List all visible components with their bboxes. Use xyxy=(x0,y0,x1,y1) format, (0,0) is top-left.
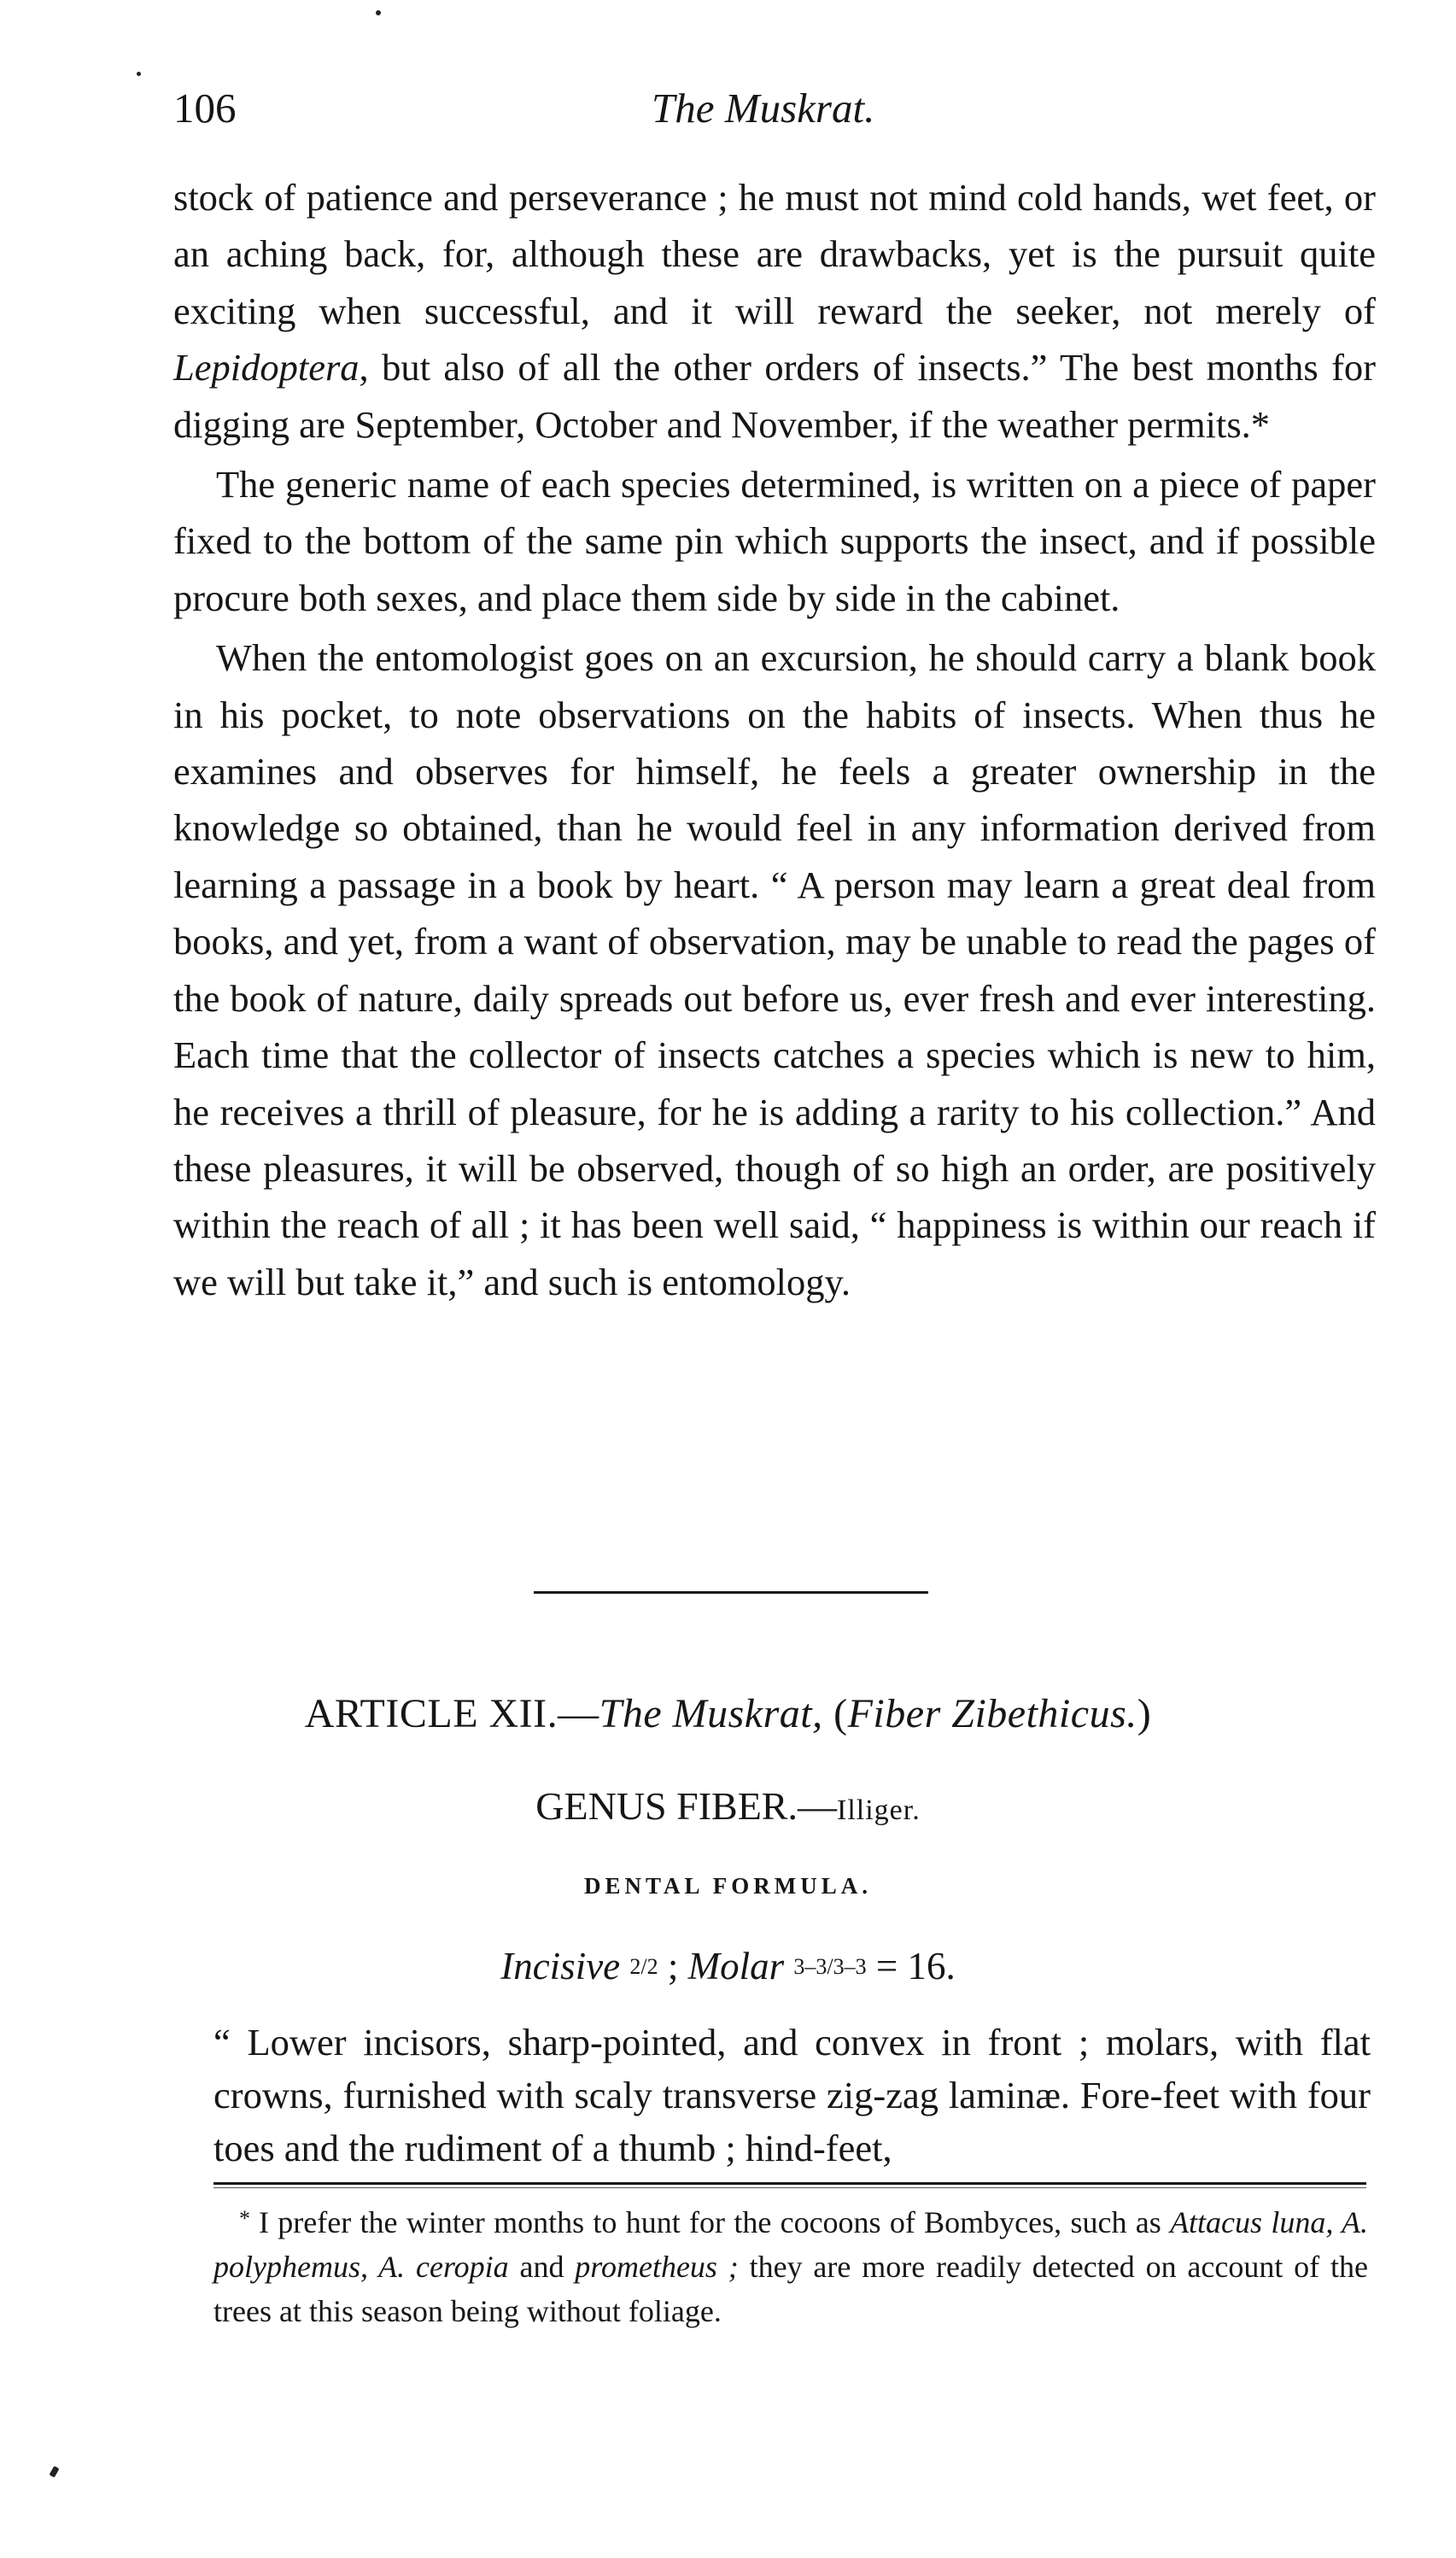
footnote-rule xyxy=(213,2182,1366,2185)
body-text xyxy=(173,169,1376,1310)
dental-formula xyxy=(0,1939,1456,1994)
text-run: I prefer the winter months to hunt for the cocoons of Bombyces, such as xyxy=(259,2205,1171,2239)
italic-run: prometheus ; xyxy=(575,2250,739,2284)
footnote xyxy=(213,2197,1368,2333)
genus-heading xyxy=(0,1779,1456,1838)
molar-label: Molar xyxy=(687,1945,785,1987)
page-number: 106 xyxy=(173,85,237,132)
genus-label: GENUS FIBER.— xyxy=(535,1784,837,1828)
genus-description xyxy=(213,2016,1371,2175)
genus-authority: Illiger. xyxy=(837,1794,921,1826)
article-label: ARTICLE XII.— xyxy=(304,1691,599,1736)
footnote-paragraph xyxy=(213,2197,1368,2333)
quote-paragraph: “ Lower incisors, sharp-pointed, and convex in front ; molars, with flat crowns, furnished with scaly transverse zig-zag laminæ. Fore-feet with four toes and the rudiment of a thumb ; hind-feet, xyxy=(213,2021,1371,2169)
article-heading xyxy=(0,1687,1456,1741)
molar-value: 3–3/3–3 xyxy=(793,1954,867,1979)
footnote-mark: * xyxy=(239,2206,250,2231)
footnote-rule-thin xyxy=(213,2187,1366,2188)
text-run: they are more readily detected on account of the trees at this season being without foliage. xyxy=(213,2250,1368,2328)
text-run: , but also of all the other orders of insects.” The best months for digging are September, October and November, if the weather permits.* xyxy=(173,346,1376,446)
dental-formula-heading: DENTAL FORMULA. xyxy=(583,1873,872,1899)
article-title: The Muskrat, xyxy=(599,1691,823,1736)
footnote-text xyxy=(213,2205,1368,2328)
text-run: stock of patience and perseverance ; he must not mind cold hands, wet feet, or an aching back, for, although these are drawbacks, yet is the pursuit quite exciting when successful, and it will reward the seeker, not merely of xyxy=(173,176,1376,332)
italic-run: Attacus luna, A. polyphemus, A. ceropia xyxy=(213,2205,1369,2284)
print-speck xyxy=(376,10,381,15)
print-speck xyxy=(137,72,141,76)
page-header xyxy=(173,79,1278,138)
paragraph-generic-name: The generic name of each species determined, is written on a piece of paper fixed to the bottom of the same pin which supports the insect, and if possible procure both sexes, and place them side by side in the cabinet. xyxy=(173,463,1376,619)
running-title: The Muskrat. xyxy=(652,85,875,132)
section-divider xyxy=(534,1591,928,1594)
text-run: and xyxy=(508,2250,576,2284)
italic-run: Lepidoptera xyxy=(173,346,360,389)
formula-total: = 16. xyxy=(866,1945,956,1987)
paragraph-excursion: When the entomologist goes on an excursion, he should carry a blank book in his pocket, to note observations on the habits of insects. When thus he examines and observes for himself, he feels a greater ownership in the knowledge so obtained, than he would feel in any information derived from learning a passage in a book by heart. “ A person may learn a great deal from books, and yet, from a want of observation, may be unable to read the pages of the book of nature, daily spreads out before us, ever fresh and ever interesting. Each time that the collector of insects catches a species which is new to him, he receives a thrill of pleasure, for he is adding a rarity to his collection.” And these pleasures, it will be observed, though of so high an order, are positively within the reach of all ; it has been well said, “ happiness is within our reach if we will but take it,” and such is entomology. xyxy=(173,636,1376,1303)
paren-close: ) xyxy=(1137,1691,1152,1736)
paragraph-continuation xyxy=(173,169,1376,453)
species-name: Fiber Zibethicus. xyxy=(847,1691,1137,1736)
incisive-label: Incisive xyxy=(500,1945,621,1987)
paren-open: ( xyxy=(822,1691,848,1736)
formula-separator: ; xyxy=(658,1945,688,1987)
print-speck xyxy=(49,2466,59,2478)
incisive-value: 2/2 xyxy=(629,1954,658,1979)
